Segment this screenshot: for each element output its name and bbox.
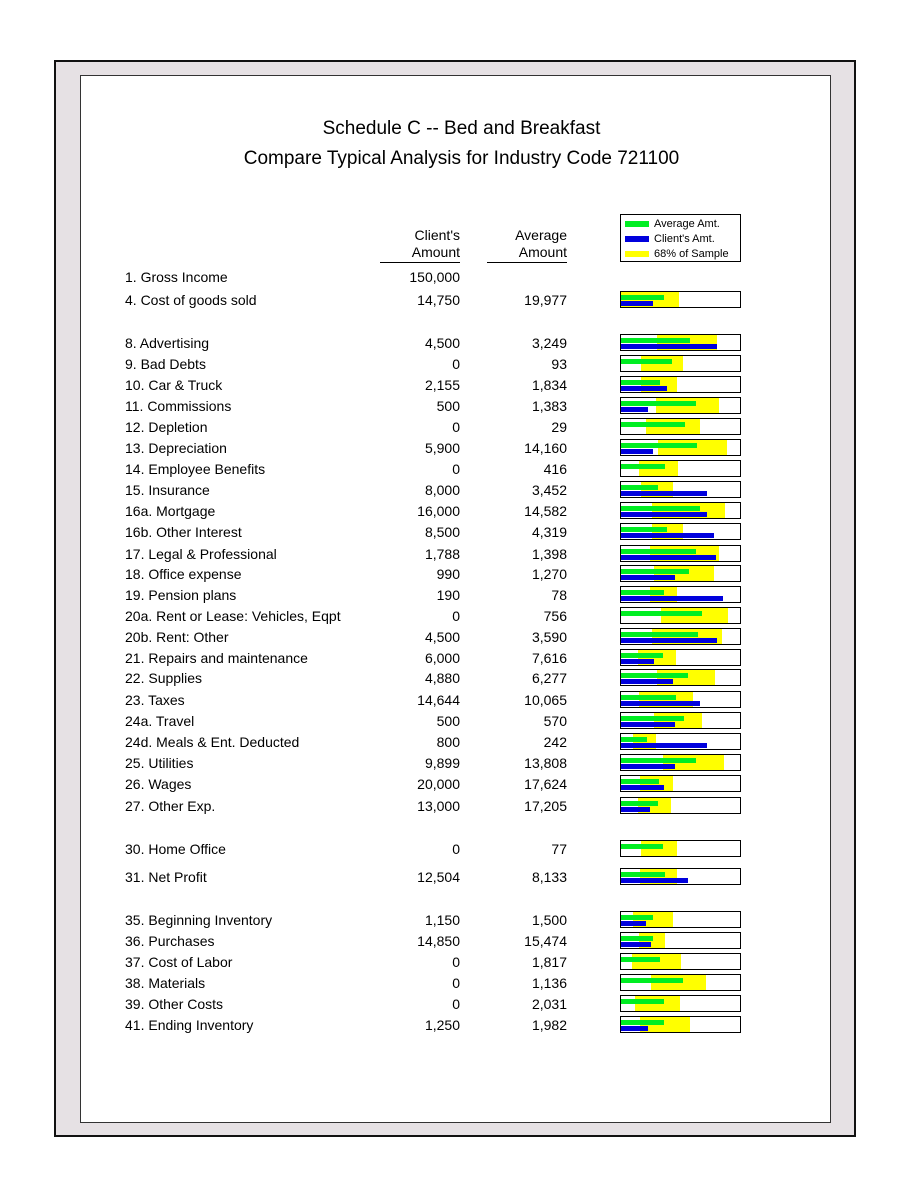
row-label: 10. Car & Truck: [125, 377, 223, 393]
row-label: 22. Supplies: [125, 670, 203, 686]
average-amount: 2,031: [531, 996, 567, 1012]
average-amount: 1,136: [531, 975, 567, 991]
table-row: [0, 974, 923, 992]
client-amount-bar: [621, 638, 717, 643]
legend-label-client: Client's Amt.: [654, 233, 715, 245]
average-amount-bar: [621, 359, 672, 364]
table-row: [0, 712, 923, 730]
client-amount: 0: [452, 996, 460, 1012]
table-row: [0, 355, 923, 373]
table-row: [0, 733, 923, 751]
average-amount-bar: [621, 611, 702, 616]
table-row: [0, 649, 923, 667]
average-amount: 13,808: [524, 755, 567, 771]
row-label: 24d. Meals & Ent. Deducted: [125, 734, 300, 750]
table-row: [0, 460, 923, 478]
average-amount-bar: [621, 1020, 664, 1025]
average-amount-bar: [621, 443, 697, 448]
average-amount: 19,977: [524, 292, 567, 308]
table-row: [0, 334, 923, 352]
row-label: 17. Legal & Professional: [125, 546, 277, 562]
comparison-bar-chart: [620, 376, 741, 393]
client-amount-bar: [621, 533, 714, 538]
table-row: [0, 797, 923, 815]
client-amount: 1,250: [424, 1017, 460, 1033]
client-amount-bar: [621, 1026, 648, 1031]
client-amount: 0: [452, 608, 460, 624]
comparison-bar-chart: [620, 545, 741, 562]
comparison-bar-chart: [620, 797, 741, 814]
table-row: [0, 586, 923, 604]
client-amount: 9,899: [424, 755, 460, 771]
comparison-bar-chart: [620, 932, 741, 949]
table-row: [0, 995, 923, 1013]
average-amount: 17,205: [524, 798, 567, 814]
client-amount: 20,000: [417, 776, 460, 792]
average-amount-bar: [621, 716, 684, 721]
comparison-bar-chart: [620, 607, 741, 624]
client-amount-bar: [621, 743, 707, 748]
average-amount-bar: [621, 801, 658, 806]
client-amount-bar: [621, 921, 646, 926]
average-amount-bar: [621, 737, 647, 742]
row-label: 31. Net Profit: [125, 869, 207, 885]
table-row: [0, 376, 923, 394]
comparison-bar-chart: [620, 502, 741, 519]
legend-label-sample: 68% of Sample: [654, 248, 729, 260]
client-amount: 0: [452, 419, 460, 435]
average-amount: 1,398: [531, 546, 567, 562]
legend-label-average: Average Amt.: [654, 218, 720, 230]
client-amount: 0: [452, 841, 460, 857]
client-amount-bar: [621, 344, 717, 349]
client-amount: 0: [452, 356, 460, 372]
average-amount-bar: [621, 915, 653, 920]
row-label: 18. Office expense: [125, 566, 242, 582]
table-row: [0, 607, 923, 625]
table-row: [0, 932, 923, 950]
table-row: [0, 1016, 923, 1034]
table-row: [0, 775, 923, 793]
table-row: [0, 545, 923, 563]
client-amount: 8,500: [424, 524, 460, 540]
average-amount-bar: [621, 779, 659, 784]
row-label: 27. Other Exp.: [125, 798, 216, 814]
comparison-bar-chart: [620, 953, 741, 970]
average-amount: 4,319: [531, 524, 567, 540]
client-amount-bar: [621, 659, 654, 664]
average-amount: 3,249: [531, 335, 567, 351]
comparison-bar-chart: [620, 1016, 741, 1033]
client-amount: 500: [436, 398, 460, 414]
client-amount: 8,000: [424, 482, 460, 498]
client-amount: 800: [436, 734, 460, 750]
average-amount-bar: [621, 422, 685, 427]
row-label: 35. Beginning Inventory: [125, 912, 273, 928]
table-row: [0, 565, 923, 583]
average-amount-bar: [621, 957, 660, 962]
average-amount: 7,616: [531, 650, 567, 666]
client-amount-bar: [621, 449, 653, 454]
average-amount: 756: [543, 608, 567, 624]
client-amount-bar: [621, 301, 653, 306]
comparison-bar-chart: [620, 291, 741, 308]
row-label: 4. Cost of goods sold: [125, 292, 257, 308]
client-amount: 190: [436, 587, 460, 603]
row-label: 38. Materials: [125, 975, 206, 991]
row-label: 25. Utilities: [125, 755, 194, 771]
client-amount: 0: [452, 954, 460, 970]
client-amount-bar: [621, 764, 675, 769]
comparison-bar-chart: [620, 868, 741, 885]
comparison-bar-chart: [620, 733, 741, 750]
average-header-line2: Amount: [487, 244, 567, 263]
average-amount: 14,160: [524, 440, 567, 456]
average-amount-bar: [621, 464, 665, 469]
row-label: 24a. Travel: [125, 713, 195, 729]
table-row: [0, 291, 923, 309]
average-amount-bar: [621, 549, 696, 554]
comparison-bar-chart: [620, 691, 741, 708]
row-label: 1. Gross Income: [125, 269, 228, 285]
row-label: 41. Ending Inventory: [125, 1017, 254, 1033]
row-label: 16b. Other Interest: [125, 524, 242, 540]
row-label: 11. Commissions: [125, 398, 232, 414]
row-label: 20b. Rent: Other: [125, 629, 229, 645]
table-row: [0, 840, 923, 858]
comparison-bar-chart: [620, 754, 741, 771]
average-amount: 3,452: [531, 482, 567, 498]
average-amount: 1,383: [531, 398, 567, 414]
comparison-bar-chart: [620, 334, 741, 351]
average-amount-bar: [621, 758, 696, 763]
average-amount-bar: [621, 338, 690, 343]
average-amount-bar: [621, 872, 665, 877]
table-row: [0, 669, 923, 687]
client-amount-bar: [621, 679, 673, 684]
client-amount: 13,000: [417, 798, 460, 814]
client-amount: 16,000: [417, 503, 460, 519]
row-label: 8. Advertising: [125, 335, 210, 351]
row-label: 30. Home Office: [125, 841, 226, 857]
average-amount-bar: [621, 380, 660, 385]
comparison-bar-chart: [620, 628, 741, 645]
table-row: [0, 397, 923, 415]
table-row: [0, 268, 923, 286]
comparison-bar-chart: [620, 649, 741, 666]
row-label: 26. Wages: [125, 776, 192, 792]
client-amount: 5,900: [424, 440, 460, 456]
average-amount-bar: [621, 673, 688, 678]
row-label: 16a. Mortgage: [125, 503, 216, 519]
client-amount-bar: [621, 942, 651, 947]
comparison-bar-chart: [620, 523, 741, 540]
average-amount-bar: [621, 569, 689, 574]
average-amount: 1,817: [531, 954, 567, 970]
table-row: [0, 418, 923, 436]
table-row: [0, 953, 923, 971]
table-row: [0, 691, 923, 709]
table-row: [0, 502, 923, 520]
average-amount-bar: [621, 590, 664, 595]
comparison-bar-chart: [620, 669, 741, 686]
client-amount-bar: [621, 386, 667, 391]
row-label: 14. Employee Benefits: [125, 461, 266, 477]
average-amount-bar: [621, 936, 653, 941]
client-header-line2: Amount: [380, 244, 460, 263]
comparison-bar-chart: [620, 911, 741, 928]
comparison-bar-chart: [620, 586, 741, 603]
average-amount-bar: [621, 999, 664, 1004]
average-amount: 93: [551, 356, 567, 372]
average-amount: 14,582: [524, 503, 567, 519]
average-amount: 15,474: [524, 933, 567, 949]
row-label: 15. Insurance: [125, 482, 210, 498]
average-amount: 8,133: [531, 869, 567, 885]
client-amount: 0: [452, 975, 460, 991]
average-amount-bar: [621, 295, 664, 300]
average-amount: 17,624: [524, 776, 567, 792]
client-amount: 4,500: [424, 335, 460, 351]
average-amount: 1,834: [531, 377, 567, 393]
average-amount: 78: [551, 587, 567, 603]
report-title: Schedule C -- Bed and Breakfast: [322, 118, 601, 139]
average-amount: 29: [551, 419, 567, 435]
client-amount-bar: [621, 555, 716, 560]
average-amount-bar: [621, 695, 676, 700]
table-row: [0, 628, 923, 646]
average-amount: 1,982: [531, 1017, 567, 1033]
average-amount: 10,065: [524, 692, 567, 708]
average-amount-bar: [621, 527, 667, 532]
client-amount: 500: [436, 713, 460, 729]
client-amount: 2,155: [424, 377, 460, 393]
row-label: 39. Other Costs: [125, 996, 224, 1012]
row-label: 21. Repairs and maintenance: [125, 650, 308, 666]
comparison-bar-chart: [620, 974, 741, 991]
client-amount: 14,644: [417, 692, 460, 708]
comparison-bar-chart: [620, 418, 741, 435]
row-label: 9. Bad Debts: [125, 356, 206, 372]
average-header-line1: Average: [515, 227, 567, 243]
table-row: [0, 439, 923, 457]
comparison-bar-chart: [620, 355, 741, 372]
client-amount: 1,150: [424, 912, 460, 928]
comparison-bar-chart: [620, 565, 741, 582]
row-label: 12. Depletion: [125, 419, 208, 435]
comparison-bar-chart: [620, 460, 741, 477]
client-amount-bar: [621, 512, 707, 517]
average-amount-bar: [621, 632, 698, 637]
row-label: 37. Cost of Labor: [125, 954, 233, 970]
average-amount: 416: [543, 461, 567, 477]
comparison-bar-chart: [620, 775, 741, 792]
average-amount: 6,277: [531, 670, 567, 686]
row-label: 20a. Rent or Lease: Vehicles, Eqpt: [125, 608, 341, 624]
client-amount: 1,788: [424, 546, 460, 562]
report-subtitle: Compare Typical Analysis for Industry Code 721100: [243, 148, 680, 169]
client-amount: 14,850: [417, 933, 460, 949]
client-amount: 12,504: [417, 869, 460, 885]
client-amount-bar: [621, 807, 650, 812]
average-amount-bar: [621, 844, 663, 849]
comparison-bar-chart: [620, 397, 741, 414]
client-amount: 4,880: [424, 670, 460, 686]
client-amount: 14,750: [417, 292, 460, 308]
client-amount-bar: [621, 701, 700, 706]
average-amount-bar: [621, 653, 663, 658]
average-amount: 3,590: [531, 629, 567, 645]
client-amount-bar: [621, 596, 723, 601]
average-amount: 77: [551, 841, 567, 857]
average-amount: 242: [543, 734, 567, 750]
client-amount-bar: [621, 722, 675, 727]
average-amount-bar: [621, 506, 700, 511]
average-amount: 1,270: [531, 566, 567, 582]
table-row: [0, 911, 923, 929]
client-amount-bar: [621, 785, 664, 790]
comparison-bar-chart: [620, 995, 741, 1012]
client-amount: 6,000: [424, 650, 460, 666]
row-label: 19. Pension plans: [125, 587, 237, 603]
table-row: [0, 754, 923, 772]
average-amount-bar: [621, 401, 696, 406]
table-row: [0, 523, 923, 541]
average-amount: 570: [543, 713, 567, 729]
average-amount-bar: [621, 485, 658, 490]
client-amount-bar: [621, 575, 675, 580]
client-amount: 990: [436, 566, 460, 582]
average-amount: 1,500: [531, 912, 567, 928]
client-header-line1: Client's: [414, 227, 460, 243]
client-amount: 0: [452, 461, 460, 477]
client-amount-bar: [621, 491, 707, 496]
row-label: 36. Purchases: [125, 933, 215, 949]
row-label: 23. Taxes: [125, 692, 185, 708]
average-amount-bar: [621, 978, 683, 983]
comparison-bar-chart: [620, 439, 741, 456]
comparison-bar-chart: [620, 481, 741, 498]
client-amount-bar: [621, 878, 688, 883]
comparison-bar-chart: [620, 712, 741, 729]
client-amount: 150,000: [409, 269, 460, 285]
client-amount: 4,500: [424, 629, 460, 645]
table-row: [0, 868, 923, 886]
comparison-bar-chart: [620, 840, 741, 857]
table-row: [0, 481, 923, 499]
client-amount-bar: [621, 407, 648, 412]
row-label: 13. Depreciation: [125, 440, 227, 456]
